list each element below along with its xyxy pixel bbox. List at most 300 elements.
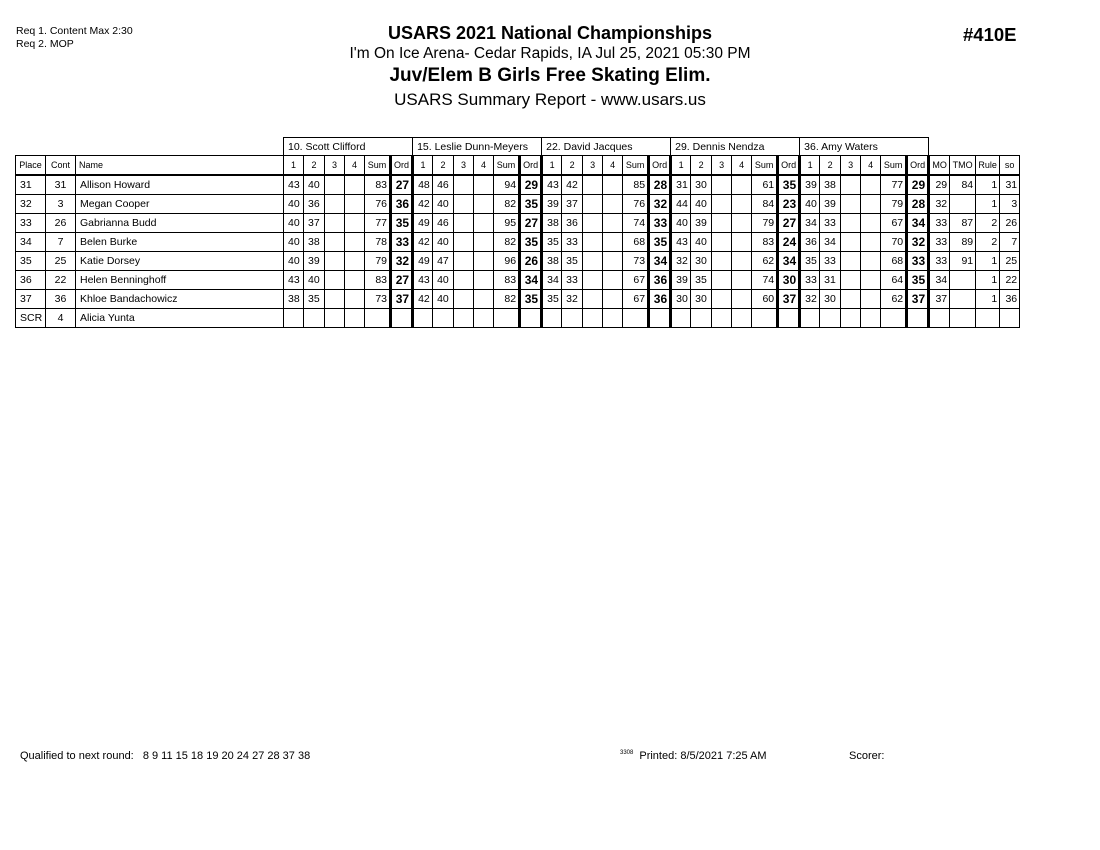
mark-cell: 38 — [542, 252, 562, 271]
col-mark: 1 — [284, 156, 304, 176]
col-ord: Ord — [778, 156, 800, 176]
mark-cell — [732, 271, 752, 290]
mark-cell: 43 — [284, 271, 304, 290]
table-row — [16, 309, 1020, 328]
place-cell: 32 — [16, 195, 46, 214]
mark-cell — [583, 252, 603, 271]
mark-cell: 32 — [671, 252, 691, 271]
ordinal-cell: 36 — [391, 195, 413, 214]
ordinal-cell: 27 — [391, 175, 413, 195]
mark-cell — [861, 252, 881, 271]
ordinal-cell: 32 — [907, 233, 929, 252]
mark-cell: 39 — [304, 252, 325, 271]
sum-cell: 85 — [623, 175, 649, 195]
contestant-number: 3 — [46, 195, 76, 214]
mark-cell — [841, 271, 861, 290]
mark-cell — [325, 175, 345, 195]
mark-cell: 30 — [691, 175, 712, 195]
mark-cell: 31 — [820, 271, 841, 290]
mark-cell — [732, 290, 752, 309]
mark-cell: 38 — [820, 175, 841, 195]
mark-cell — [732, 309, 752, 328]
mark-cell — [325, 233, 345, 252]
sum-cell: 62 — [752, 252, 778, 271]
table-row — [16, 271, 1020, 290]
mark-cell — [345, 309, 365, 328]
sum-cell: 83 — [494, 271, 520, 290]
mark-cell — [474, 195, 494, 214]
ordinal-cell: 26 — [520, 252, 542, 271]
ordinal-cell — [907, 309, 929, 328]
judge-name: 29. Dennis Nendza — [671, 138, 800, 156]
mark-cell — [474, 252, 494, 271]
ordinal-cell: 37 — [391, 290, 413, 309]
skater-name: Belen Burke — [76, 233, 284, 252]
mark-cell — [691, 309, 712, 328]
mark-cell: 44 — [671, 195, 691, 214]
mark-cell: 46 — [433, 214, 454, 233]
col-mark: 4 — [603, 156, 623, 176]
col-mark: 2 — [691, 156, 712, 176]
col-mark: 4 — [732, 156, 752, 176]
mark-cell — [345, 195, 365, 214]
sum-cell: 74 — [752, 271, 778, 290]
ordinal-cell: 35 — [520, 233, 542, 252]
mark-cell: 35 — [542, 290, 562, 309]
mo-cell: 33 — [929, 252, 950, 271]
col-ord: Ord — [907, 156, 929, 176]
col-mark: 2 — [304, 156, 325, 176]
mark-cell: 42 — [413, 233, 433, 252]
tmo-cell: 84 — [950, 175, 976, 195]
mark-cell: 40 — [304, 175, 325, 195]
sum-cell: 62 — [881, 290, 907, 309]
col-cont: Cont — [46, 156, 76, 176]
mark-cell: 33 — [562, 233, 583, 252]
table-row — [16, 233, 1020, 252]
mo-cell — [929, 309, 950, 328]
mark-cell: 35 — [800, 252, 820, 271]
mark-cell — [433, 309, 454, 328]
mark-cell: 40 — [691, 233, 712, 252]
mark-cell: 34 — [542, 271, 562, 290]
col-mark: 1 — [413, 156, 433, 176]
rule-cell: 1 — [976, 195, 1000, 214]
mark-cell — [841, 195, 861, 214]
judge-header-row — [16, 138, 1020, 156]
sum-cell: 78 — [365, 233, 391, 252]
mark-cell — [841, 309, 861, 328]
mark-cell — [345, 233, 365, 252]
sum-cell: 68 — [623, 233, 649, 252]
mark-cell: 30 — [691, 290, 712, 309]
skater-name: Khloe Bandachowicz — [76, 290, 284, 309]
col-mark: 3 — [454, 156, 474, 176]
rule-cell: 1 — [976, 252, 1000, 271]
ordinal-cell — [649, 309, 671, 328]
col-mark: 3 — [583, 156, 603, 176]
mark-cell — [325, 195, 345, 214]
mark-cell: 35 — [304, 290, 325, 309]
mark-cell: 35 — [562, 252, 583, 271]
ordinal-cell: 35 — [649, 233, 671, 252]
mark-cell: 40 — [671, 214, 691, 233]
skater-name: Allison Howard — [76, 175, 284, 195]
tmo-cell — [950, 271, 976, 290]
mo-cell: 29 — [929, 175, 950, 195]
col-ord: Ord — [391, 156, 413, 176]
mark-cell — [345, 271, 365, 290]
mark-cell — [712, 195, 732, 214]
col-mark: 4 — [861, 156, 881, 176]
mark-cell: 39 — [691, 214, 712, 233]
mark-cell — [583, 195, 603, 214]
tmo-cell: 87 — [950, 214, 976, 233]
mo-cell: 34 — [929, 271, 950, 290]
sum-cell: 64 — [881, 271, 907, 290]
mark-cell — [603, 195, 623, 214]
mark-cell — [583, 271, 603, 290]
contestant-number: 7 — [46, 233, 76, 252]
col-sum: Sum — [881, 156, 907, 176]
mark-cell — [603, 175, 623, 195]
blank-cell — [929, 138, 1020, 156]
mark-cell — [603, 252, 623, 271]
ordinal-cell — [778, 309, 800, 328]
mark-cell — [671, 309, 691, 328]
mark-cell — [345, 175, 365, 195]
sum-cell: 82 — [494, 290, 520, 309]
col-ord: Ord — [520, 156, 542, 176]
col-mark: 1 — [671, 156, 691, 176]
mark-cell: 40 — [433, 233, 454, 252]
so-cell: 3 — [1000, 195, 1020, 214]
mark-cell — [542, 309, 562, 328]
mo-cell: 33 — [929, 214, 950, 233]
mark-cell — [454, 290, 474, 309]
mark-cell: 39 — [820, 195, 841, 214]
so-cell: 25 — [1000, 252, 1020, 271]
skater-name: Katie Dorsey — [76, 252, 284, 271]
results-table — [15, 137, 1020, 328]
skater-name: Gabrianna Budd — [76, 214, 284, 233]
col-mark: 4 — [345, 156, 365, 176]
mark-cell: 36 — [562, 214, 583, 233]
so-cell — [1000, 309, 1020, 328]
sum-cell: 73 — [365, 290, 391, 309]
mark-cell: 31 — [671, 175, 691, 195]
col-ord: Ord — [649, 156, 671, 176]
mark-cell — [474, 175, 494, 195]
mark-cell — [861, 290, 881, 309]
mark-cell: 40 — [800, 195, 820, 214]
place-cell: 34 — [16, 233, 46, 252]
ordinal-cell: 35 — [907, 271, 929, 290]
place-cell: 33 — [16, 214, 46, 233]
sum-cell: 70 — [881, 233, 907, 252]
mark-cell — [732, 175, 752, 195]
mark-cell: 39 — [542, 195, 562, 214]
sum-cell: 76 — [365, 195, 391, 214]
table-row — [16, 214, 1020, 233]
judge-name: 36. Amy Waters — [800, 138, 929, 156]
ordinal-cell: 34 — [907, 214, 929, 233]
tmo-cell: 91 — [950, 252, 976, 271]
mark-cell — [841, 252, 861, 271]
sum-cell — [881, 309, 907, 328]
qualified-label: Qualified to next round: — [20, 750, 134, 762]
col-sum: Sum — [365, 156, 391, 176]
mark-cell — [583, 290, 603, 309]
mo-cell: 37 — [929, 290, 950, 309]
mark-cell: 37 — [304, 214, 325, 233]
mark-cell: 49 — [413, 214, 433, 233]
ordinal-cell: 28 — [649, 175, 671, 195]
mark-cell — [325, 252, 345, 271]
tmo-cell — [950, 309, 976, 328]
mark-cell — [603, 214, 623, 233]
table-row — [16, 252, 1020, 271]
mark-cell: 40 — [304, 271, 325, 290]
mark-cell: 35 — [542, 233, 562, 252]
mark-cell — [325, 290, 345, 309]
sum-cell: 79 — [881, 195, 907, 214]
mark-cell: 33 — [820, 252, 841, 271]
mark-cell — [712, 252, 732, 271]
mark-cell — [861, 309, 881, 328]
ordinal-cell: 27 — [520, 214, 542, 233]
mark-cell — [732, 214, 752, 233]
mark-cell — [454, 175, 474, 195]
judge-name: 10. Scott Clifford — [284, 138, 413, 156]
mark-cell: 36 — [304, 195, 325, 214]
blank-cell — [16, 138, 284, 156]
col-mark: 3 — [325, 156, 345, 176]
ordinal-cell — [391, 309, 413, 328]
tmo-cell — [950, 195, 976, 214]
qualified-line — [20, 750, 310, 762]
so-cell: 7 — [1000, 233, 1020, 252]
sum-cell: 79 — [365, 252, 391, 271]
requirement-1: Req 1. Content Max 2:30 — [16, 25, 133, 37]
rule-cell: 2 — [976, 214, 1000, 233]
mark-cell: 33 — [562, 271, 583, 290]
so-cell: 36 — [1000, 290, 1020, 309]
col-tmo: TMO — [950, 156, 976, 176]
requirement-2: Req 2. MOP — [16, 38, 74, 50]
sum-cell: 61 — [752, 175, 778, 195]
report-title: USARS 2021 National Championships — [387, 23, 713, 43]
mark-cell — [712, 309, 732, 328]
mark-cell — [732, 233, 752, 252]
mark-cell — [861, 175, 881, 195]
place-cell: 35 — [16, 252, 46, 271]
mark-cell — [562, 309, 583, 328]
sum-cell: 74 — [623, 214, 649, 233]
ordinal-cell: 36 — [649, 290, 671, 309]
ordinal-cell: 33 — [391, 233, 413, 252]
col-mark: 1 — [542, 156, 562, 176]
col-mo: MO — [929, 156, 950, 176]
col-mark: 4 — [474, 156, 494, 176]
mark-cell — [325, 309, 345, 328]
sum-cell: 76 — [623, 195, 649, 214]
ordinal-cell: 35 — [391, 214, 413, 233]
ordinal-cell: 37 — [907, 290, 929, 309]
contestant-number: 4 — [46, 309, 76, 328]
ordinal-cell: 32 — [649, 195, 671, 214]
event-name: Juv/Elem B Girls Free Skating Elim. — [389, 65, 711, 86]
sum-cell: 67 — [623, 290, 649, 309]
mark-cell — [712, 214, 732, 233]
mark-cell: 43 — [542, 175, 562, 195]
mark-cell — [284, 309, 304, 328]
mark-cell: 38 — [542, 214, 562, 233]
sum-cell: 83 — [752, 233, 778, 252]
mark-cell — [583, 214, 603, 233]
mark-cell — [603, 290, 623, 309]
ordinal-cell: 29 — [907, 175, 929, 195]
report-subtitle: USARS Summary Report - www.usars.us — [394, 90, 706, 109]
col-mark: 2 — [562, 156, 583, 176]
ordinal-cell: 35 — [520, 290, 542, 309]
venue-line: I'm On Ice Arena- Cedar Rapids, IA Jul 25, 2021 05:30 PM — [349, 45, 751, 62]
col-mark: 2 — [820, 156, 841, 176]
mark-cell: 38 — [284, 290, 304, 309]
table-row — [16, 175, 1020, 195]
col-rule: Rule — [976, 156, 1000, 176]
mark-cell: 42 — [562, 175, 583, 195]
mark-cell — [603, 271, 623, 290]
print-code: 3308 — [620, 750, 634, 756]
mark-cell: 34 — [800, 214, 820, 233]
place-cell: 36 — [16, 271, 46, 290]
mark-cell — [474, 214, 494, 233]
mark-cell: 35 — [691, 271, 712, 290]
mark-cell: 34 — [820, 233, 841, 252]
sum-cell: 83 — [365, 271, 391, 290]
ordinal-cell: 27 — [391, 271, 413, 290]
sum-cell — [623, 309, 649, 328]
ordinal-cell: 23 — [778, 195, 800, 214]
mark-cell: 40 — [433, 290, 454, 309]
ordinal-cell: 30 — [778, 271, 800, 290]
mark-cell: 30 — [820, 290, 841, 309]
contestant-number: 36 — [46, 290, 76, 309]
contestant-number: 22 — [46, 271, 76, 290]
mark-cell — [454, 271, 474, 290]
sum-cell: 95 — [494, 214, 520, 233]
col-mark: 1 — [800, 156, 820, 176]
sum-cell: 77 — [881, 175, 907, 195]
judge-name: 22. David Jacques — [542, 138, 671, 156]
sum-cell: 94 — [494, 175, 520, 195]
rule-cell: 1 — [976, 271, 1000, 290]
mark-cell — [325, 271, 345, 290]
sum-cell: 82 — [494, 233, 520, 252]
mark-cell — [345, 252, 365, 271]
ordinal-cell: 35 — [520, 195, 542, 214]
sum-cell: 79 — [752, 214, 778, 233]
mark-cell: 43 — [284, 175, 304, 195]
mark-cell: 40 — [284, 233, 304, 252]
ordinal-cell: 34 — [649, 252, 671, 271]
mark-cell: 30 — [671, 290, 691, 309]
mark-cell — [712, 233, 732, 252]
sum-cell: 73 — [623, 252, 649, 271]
sum-cell: 83 — [365, 175, 391, 195]
table-row — [16, 195, 1020, 214]
so-cell: 31 — [1000, 175, 1020, 195]
ordinal-cell: 33 — [907, 252, 929, 271]
sum-cell — [494, 309, 520, 328]
sum-cell: 68 — [881, 252, 907, 271]
mark-cell: 40 — [433, 195, 454, 214]
mark-cell: 46 — [433, 175, 454, 195]
mark-cell: 36 — [800, 233, 820, 252]
mark-cell — [583, 233, 603, 252]
contestant-number: 26 — [46, 214, 76, 233]
mark-cell: 37 — [562, 195, 583, 214]
skater-name: Helen Benninghoff — [76, 271, 284, 290]
sum-cell — [365, 309, 391, 328]
mark-cell: 33 — [820, 214, 841, 233]
mark-cell — [732, 252, 752, 271]
skater-name: Alicia Yunta — [76, 309, 284, 328]
mark-cell — [454, 233, 474, 252]
col-sum: Sum — [752, 156, 778, 176]
skater-name: Megan Cooper — [76, 195, 284, 214]
rule-cell — [976, 309, 1000, 328]
ordinal-cell: 32 — [391, 252, 413, 271]
mark-cell — [345, 214, 365, 233]
mark-cell: 43 — [671, 233, 691, 252]
mark-cell: 43 — [413, 271, 433, 290]
mark-cell — [345, 290, 365, 309]
mark-cell: 32 — [800, 290, 820, 309]
mark-cell: 47 — [433, 252, 454, 271]
mark-cell — [732, 195, 752, 214]
qualified-list: 8 9 11 15 18 19 20 24 27 28 37 38 — [142, 750, 311, 762]
judge-name: 15. Leslie Dunn-Meyers — [413, 138, 542, 156]
contestant-number: 25 — [46, 252, 76, 271]
mark-cell: 48 — [413, 175, 433, 195]
contestant-number: 31 — [46, 175, 76, 195]
tmo-cell — [950, 290, 976, 309]
table-row — [16, 290, 1020, 309]
rule-cell: 2 — [976, 233, 1000, 252]
mark-cell — [474, 271, 494, 290]
mark-cell — [841, 214, 861, 233]
ordinal-cell: 24 — [778, 233, 800, 252]
mark-cell — [474, 290, 494, 309]
mark-cell: 40 — [691, 195, 712, 214]
mark-cell — [820, 309, 841, 328]
mark-cell — [712, 290, 732, 309]
column-header-row — [16, 156, 1020, 176]
mark-cell: 49 — [413, 252, 433, 271]
ordinal-cell: 36 — [649, 271, 671, 290]
ordinal-cell: 37 — [778, 290, 800, 309]
sum-cell — [752, 309, 778, 328]
mark-cell — [583, 309, 603, 328]
rule-cell: 1 — [976, 290, 1000, 309]
tmo-cell: 89 — [950, 233, 976, 252]
so-cell: 22 — [1000, 271, 1020, 290]
col-place: Place — [16, 156, 46, 176]
ordinal-cell: 34 — [520, 271, 542, 290]
mark-cell — [454, 309, 474, 328]
